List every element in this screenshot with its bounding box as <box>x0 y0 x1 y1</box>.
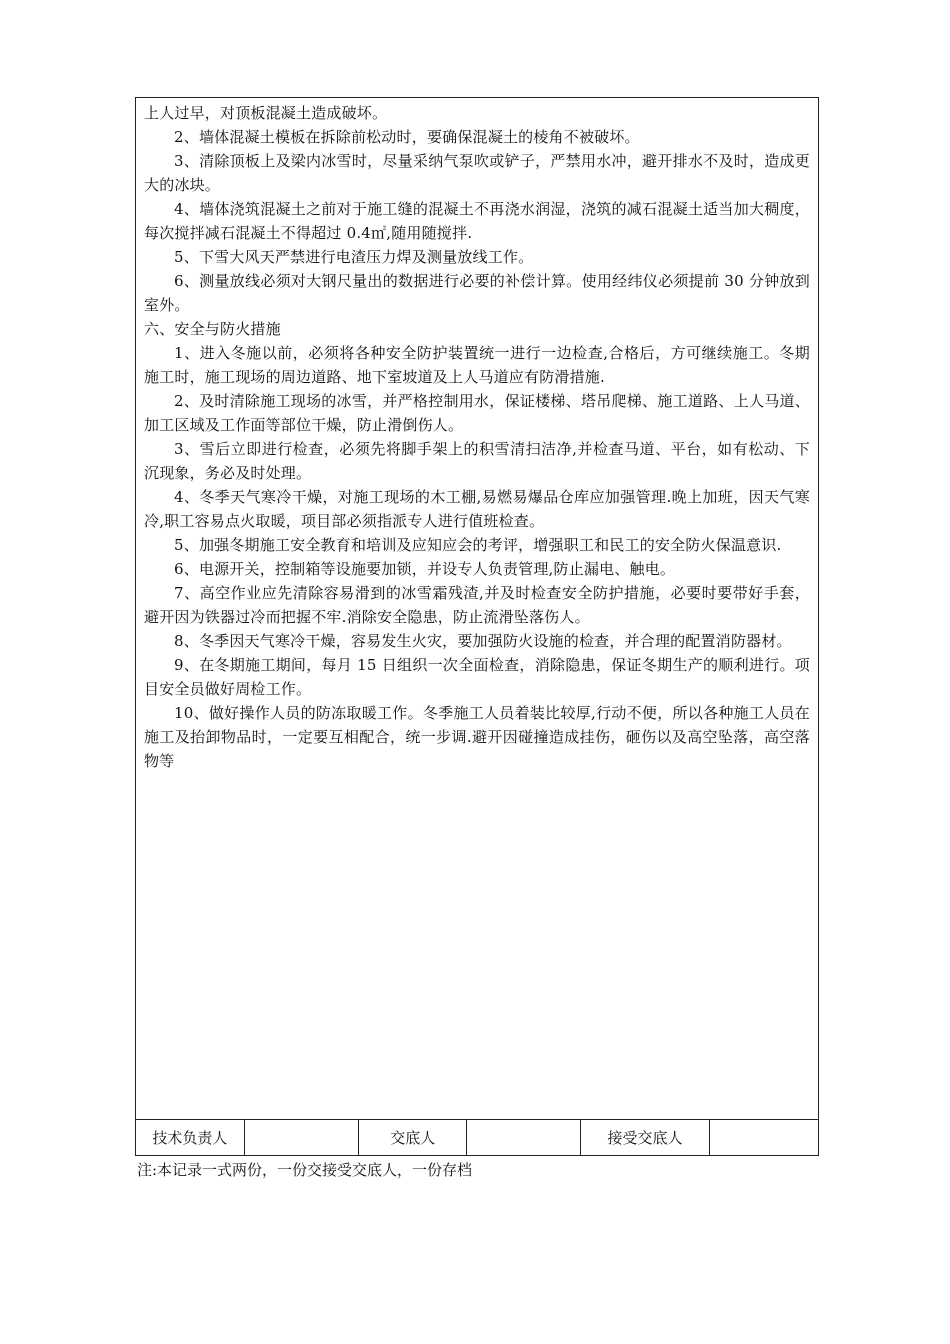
presenter-label: 交底人 <box>359 1120 467 1155</box>
section-heading: 六、安全与防火措施 <box>144 320 281 338</box>
disclosure-record-table <box>135 97 819 1156</box>
tech-lead-label: 技术负责人 <box>136 1120 245 1155</box>
paragraph: 9、在冬期施工期间，每月 15 日组织一次全面检查，消除隐患，保证冬期生产的顺利进行。项目安全员做好周检工作。 <box>144 656 810 698</box>
paragraph: 上人过早，对顶板混凝土造成破坏。 <box>144 104 388 122</box>
signature-row <box>136 1120 818 1155</box>
tech-lead-field[interactable] <box>245 1120 360 1155</box>
paragraph: 3、清除顶板上及梁内冰雪时，尽量采纳气泵吹或铲子，严禁用水冲，避开排水不及时，造成更大的冰块。 <box>144 152 810 194</box>
footnote: 注:本记录一式两份，一份交接受交底人，一份存档 <box>137 1161 473 1179</box>
receiver-field[interactable] <box>710 1120 818 1155</box>
paragraph: 1、进入冬施以前，必须将各种安全防护装置统一进行一边检查,合格后，方可继续施工。冬期施工时，施工现场的周边道路、地下室坡道及上人马道应有防滑措施. <box>144 344 810 386</box>
paragraph: 10、做好操作人员的防冻取暖工作。冬季施工人员着装比较厚,行动不便，所以各种施工人员在施工及抬卸物品时，一定要互相配合，统一步调.避开因碰撞造成挂伤，砸伤以及高空坠落，高空落物等 <box>144 704 810 770</box>
paragraph: 4、冬季天气寒冷干燥，对施工现场的木工棚,易燃易爆品仓库应加强管理.晚上加班，因天气寒冷,职工容易点火取暖，项目部必须指派专人进行值班检查。 <box>144 488 810 530</box>
paragraph: 2、及时清除施工现场的冰雪，并严格控制用水，保证楼梯、塔吊爬梯、施工道路、上人马道、加工区域及工作面等部位干燥，防止滑倒伤人。 <box>144 392 810 434</box>
receiver-label: 接受交底人 <box>581 1120 711 1155</box>
presenter-field[interactable] <box>467 1120 581 1155</box>
paragraph: 2、墙体混凝土模板在拆除前松动时，要确保混凝土的棱角不被破坏。 <box>174 128 640 146</box>
paragraph: 8、冬季因天气寒冷干燥，容易发生火灾，要加强防火设施的检查，并合理的配置消防器材。 <box>174 632 792 650</box>
paragraph: 3、雪后立即进行检查，必须先将脚手架上的积雪清扫洁净,并检查马道、平台，如有松动、下沉现象，务必及时处理。 <box>144 440 810 482</box>
paragraph: 5、加强冬期施工安全教育和培训及应知应会的考评，增强职工和民工的安全防火保温意识. <box>174 536 782 554</box>
paragraph: 7、高空作业应先清除容易滑到的冰雪霜残渣,并及时检查安全防护措施，必要时要带好手套，避开因为铁器过冷而把握不牢.消除安全隐患，防止流滑坠落伤人。 <box>144 584 810 626</box>
paragraph: 6、电源开关，控制箱等设施要加锁，并设专人负责管理,防止漏电、触电。 <box>174 560 676 578</box>
paragraph: 5、下雪大风天严禁进行电渣压力焊及测量放线工作。 <box>174 248 534 266</box>
paragraph: 4、墙体浇筑混凝土之前对于施工缝的混凝土不再浇水润湿，浇筑的减石混凝土适当加大稠度，每次搅拌减石混凝土不得超过 0.4㎡,随用随搅拌. <box>144 200 810 242</box>
paragraph: 6、测量放线必须对大钢尺量出的数据进行必要的补偿计算。使用经纬仪必须提前 30 分钟放到室外。 <box>144 272 810 314</box>
content-cell <box>136 98 818 1120</box>
